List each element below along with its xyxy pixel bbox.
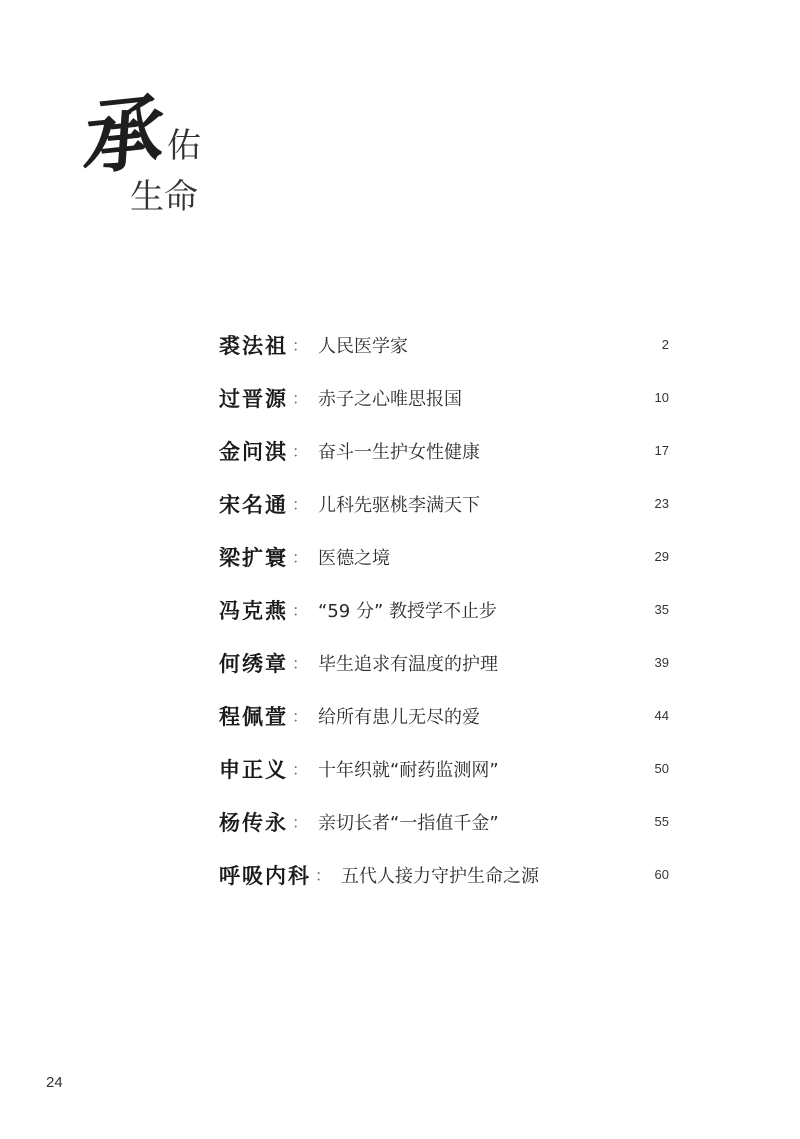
toc-person-name: 梁扩寰	[219, 544, 288, 570]
toc-person-name: 过晋源	[219, 385, 288, 411]
toc-person-name: 杨传永	[219, 809, 288, 835]
toc-colon: ：	[292, 336, 309, 355]
calligraphy-character: 承	[80, 83, 168, 187]
table-of-contents	[219, 318, 679, 901]
toc-row[interactable]	[219, 795, 679, 848]
toc-chapter-title: 医德之境	[318, 547, 391, 569]
toc-colon: ：	[292, 707, 309, 726]
toc-page-number: 23	[654, 496, 669, 511]
toc-page-number: 39	[654, 655, 669, 670]
toc-page-number: 44	[654, 708, 669, 723]
toc-page-number: 55	[654, 814, 669, 829]
toc-chapter-title: 人民医学家	[318, 335, 409, 357]
toc-chapter-title: 儿科先驱桃李满天下	[318, 494, 481, 516]
toc-chapter-title: 毕生追求有温度的护理	[318, 653, 499, 675]
page-number: 24	[46, 1074, 63, 1091]
toc-colon: ：	[292, 442, 309, 461]
toc-page-number: 60	[654, 867, 669, 882]
toc-page-number: 35	[654, 602, 669, 617]
toc-row[interactable]	[219, 636, 679, 689]
toc-colon: ：	[292, 601, 309, 620]
header-title-line2: 生命	[130, 177, 198, 217]
toc-person-name: 宋名通	[219, 491, 288, 517]
toc-page-number: 17	[654, 443, 669, 458]
toc-person-name: 裘法祖	[219, 332, 288, 358]
header-title-line1: 佑	[167, 126, 201, 166]
toc-page-number: 29	[654, 549, 669, 564]
toc-chapter-title: 奋斗一生护女性健康	[318, 441, 481, 463]
toc-row[interactable]	[219, 371, 679, 424]
toc-row[interactable]	[219, 530, 679, 583]
toc-page-number: 50	[654, 761, 669, 776]
toc-chapter-title: 十年织就“耐药监测网”	[318, 759, 499, 781]
toc-person-name: 何绣章	[219, 650, 288, 676]
toc-colon: ：	[292, 813, 309, 832]
toc-row[interactable]	[219, 318, 679, 371]
toc-row[interactable]	[219, 583, 679, 636]
toc-row[interactable]	[219, 689, 679, 742]
toc-row[interactable]	[219, 477, 679, 530]
toc-row[interactable]	[219, 742, 679, 795]
toc-colon: ：	[292, 760, 309, 779]
toc-person-name: 金问淇	[219, 438, 288, 464]
toc-colon: ：	[292, 654, 309, 673]
toc-page-number: 2	[661, 337, 669, 352]
toc-chapter-title: 五代人接力守护生命之源	[341, 865, 540, 887]
toc-person-name: 程佩萱	[219, 703, 288, 729]
toc-row[interactable]	[219, 848, 679, 901]
toc-chapter-title: 亲切长者“一指值千金”	[318, 812, 499, 834]
toc-colon: ：	[292, 389, 309, 408]
toc-person-name: 呼吸内科	[219, 862, 311, 888]
toc-chapter-title: “59 分” 教授学不止步	[318, 600, 498, 622]
toc-person-name: 冯克燕	[219, 597, 288, 623]
toc-chapter-title: 赤子之心唯思报国	[318, 388, 463, 410]
toc-row[interactable]	[219, 424, 679, 477]
toc-chapter-title: 给所有患儿无尽的爱	[318, 706, 481, 728]
toc-page-number: 10	[654, 390, 669, 405]
toc-person-name: 申正义	[219, 756, 288, 782]
toc-colon: ：	[292, 495, 309, 514]
header-logo	[80, 83, 234, 225]
toc-colon: ：	[315, 866, 332, 885]
toc-colon: ：	[292, 548, 309, 567]
